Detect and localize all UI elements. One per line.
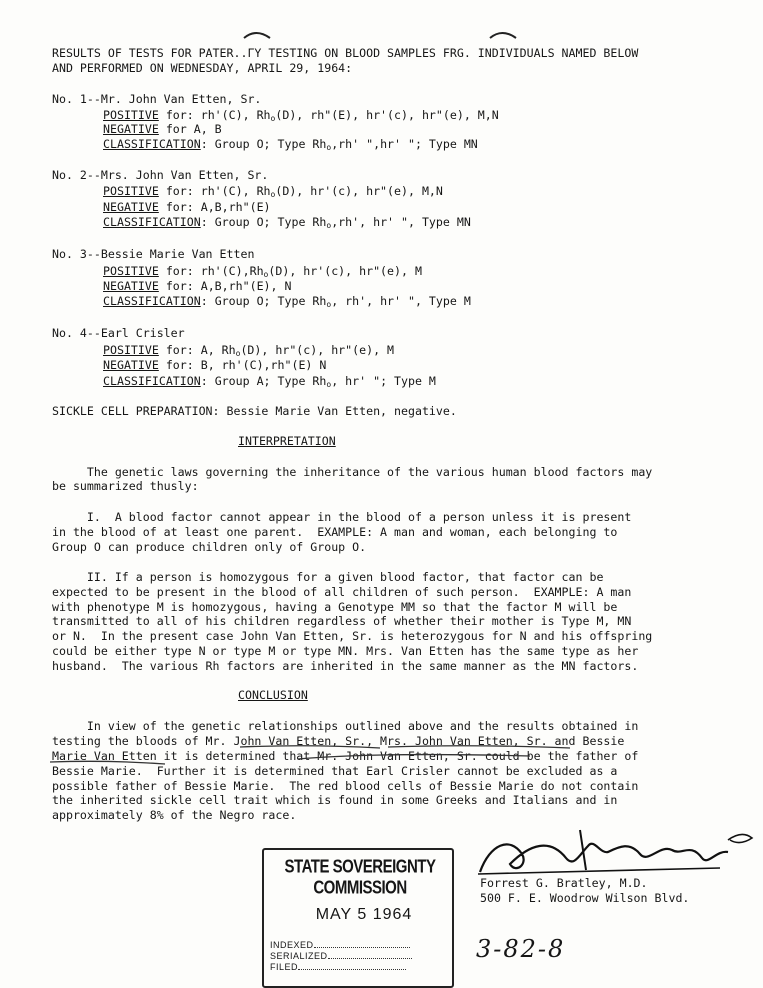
interpretation-line: could be either type N or type M or type MN. Mrs. Van Etten has the same type as her xyxy=(52,644,639,658)
classification-line: CLASSIFICATION: Group O; Type $Rh_o$, rh', hr' ", Type M xyxy=(103,294,471,309)
negative-label: NEGATIVE xyxy=(103,358,159,372)
negative-line: NEGATIVE for: A,B,rh"(E), N xyxy=(103,279,292,293)
negative-line: NEGATIVE for: A,B,rh"(E) xyxy=(103,200,271,214)
handwritten-markings xyxy=(50,742,690,768)
conclusion-line: testing the bloods of Mr. John Van Etten, Sr., Mrs. John Van Etten, Sr. and Bessie xyxy=(52,734,625,748)
conclusion-line: In view of the genetic relationships outlined above and the results obtained in xyxy=(52,719,639,733)
interpretation-line: II. If a person is homozygous for a given blood factor, that factor can be xyxy=(52,570,604,584)
negative-label: NEGATIVE xyxy=(103,279,159,293)
interpretation-line: expected to be present in the blood of all children of such person. EXAMPLE: A man xyxy=(52,585,632,599)
conclusion-line: Marie Van Etten it is determined that Mr. John Van Etten, Sr. could be the father of xyxy=(52,749,639,763)
classification-line: CLASSIFICATION: Group O; Type $Rh_o,rh'$, hr' ", Type MN xyxy=(103,215,471,230)
interpretation-heading: INTERPRETATION xyxy=(238,434,336,448)
sickle-cell-line: SICKLE CELL PREPARATION: Bessie Marie Van Etten, negative. xyxy=(52,404,457,418)
stamp-serialized-row: SERIALIZED xyxy=(270,951,412,961)
handwritten-signature xyxy=(470,824,760,884)
conclusion-heading: CONCLUSION xyxy=(238,688,308,702)
classification-label: CLASSIFICATION xyxy=(103,215,201,229)
header-line-1: RESULTS OF TESTS FOR PATER..ΓY TESTING ON BLOOD SAMPLES FRG. INDIVIDUALS NAMED BELOW xyxy=(52,46,639,60)
interpretation-line: with phenotype M is homozygous, having a Genotype MM so that the factor M will be xyxy=(52,600,618,614)
interpretation-line: in the blood of at least one parent. EXAMPLE: A man and woman, each belonging to xyxy=(52,525,618,539)
positive-label: POSITIVE xyxy=(103,108,159,122)
conclusion-line: approximately 8% of the Negro race. xyxy=(52,808,297,822)
negative-line: NEGATIVE for: B, rh'(C),rh"(E) N xyxy=(103,358,327,372)
interpretation-line: transmitted to all of his children regardless of whether their mother is Type M, MN xyxy=(52,614,632,628)
classification-line: CLASSIFICATION: Group O; Type $Rh_o,rh'$ ",hr' "; Type MN xyxy=(103,137,478,152)
positive-label: POSITIVE xyxy=(103,343,159,357)
person-name: No. 4--Earl Crisler xyxy=(52,326,185,340)
classification-label: CLASSIFICATION xyxy=(103,294,201,308)
classification-label: CLASSIFICATION xyxy=(103,374,201,388)
positive-label: POSITIVE xyxy=(103,264,159,278)
punch-mark xyxy=(488,26,518,40)
person-name: No. 1--Mr. John Van Etten, Sr. xyxy=(52,92,262,106)
interpretation-line: I. A blood factor cannot appear in the blood of a person unless it is present xyxy=(52,510,632,524)
interpretation-line: be summarized thusly: xyxy=(52,479,199,493)
commission-stamp xyxy=(262,848,454,988)
person-name: No. 3--Bessie Marie Van Etten xyxy=(52,247,255,261)
positive-line: POSITIVE for: rh'(C), $Rh_o(D)$, rh"(E), hr'(c), hr"(e), M,N xyxy=(103,108,499,123)
punch-mark xyxy=(242,26,272,40)
positive-line: POSITIVE for: $rh'(C),Rh_o(D)$, hr'(c), hr"(e), M xyxy=(103,264,422,279)
stamp-date: MAY 5 1964 xyxy=(315,906,413,923)
classification-label: CLASSIFICATION xyxy=(103,137,201,151)
conclusion-line: Bessie Marie. Further it is determined that Earl Crisler cannot be excluded as a xyxy=(52,764,618,778)
signer-address: 500 F. E. Woodrow Wilson Blvd. xyxy=(480,891,690,905)
handwritten-file-number: 3-82-8 xyxy=(476,935,566,963)
positive-label: POSITIVE xyxy=(103,184,159,198)
interpretation-line: or N. In the present case John Van Etten, Sr. is heterozygous for N and his offspring xyxy=(52,629,653,643)
person-name: No. 2--Mrs. John Van Etten, Sr. xyxy=(52,168,269,182)
classification-line: CLASSIFICATION: Group A; Type $Rh_o$, hr' "; Type M xyxy=(103,374,436,389)
interpretation-line: husband. The various Rh factors are inherited in the same manner as the MN factors. xyxy=(52,659,639,673)
negative-label: NEGATIVE xyxy=(103,200,159,214)
stamp-filed-row: FILED xyxy=(270,962,406,972)
conclusion-line: the inherited sickle cell trait which is found in some Greeks and Italians and in xyxy=(52,793,618,807)
positive-line: POSITIVE for: A, $Rh_o(D)$, hr"(c), hr"(e), M xyxy=(103,343,395,358)
negative-label: NEGATIVE xyxy=(103,122,159,136)
header-line-2: AND PERFORMED ON WEDNESDAY, APRIL 29, 1964: xyxy=(52,61,353,75)
positive-line: POSITIVE for: rh'(C), $Rh_o(D)$, hr'(c), hr"(e), M,N xyxy=(103,184,443,199)
interpretation-line: Group O can produce children only of Group O. xyxy=(52,540,367,554)
signer-name: Forrest G. Bratley, M.D. xyxy=(480,876,648,890)
conclusion-line: possible father of Bessie Marie. The red blood cells of Bessie Marie do not contain xyxy=(52,779,639,793)
stamp-title: STATE SOVEREIGNTY COMMISSION xyxy=(284,856,436,899)
stamp-indexed-row: INDEXED xyxy=(270,940,410,950)
interpretation-line: The genetic laws governing the inheritance of the various human blood factors may xyxy=(52,465,653,479)
negative-line: NEGATIVE for A, B xyxy=(103,122,222,136)
